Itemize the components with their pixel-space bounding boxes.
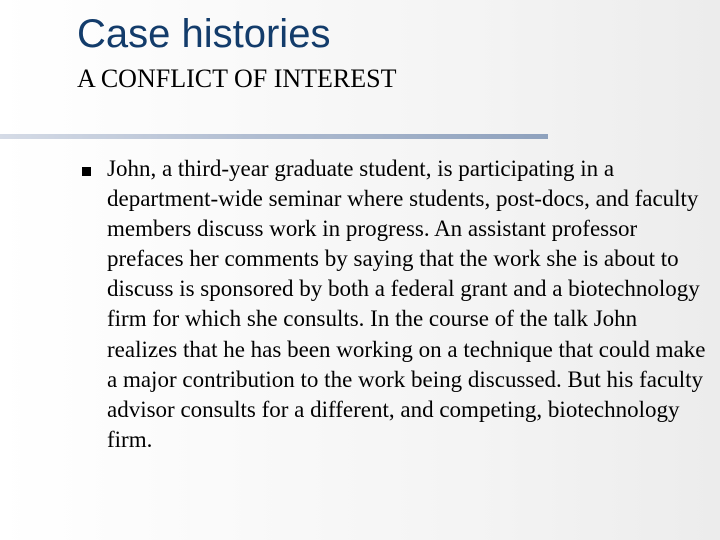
slide-title: Case histories [77, 12, 331, 56]
slide-subtitle: A CONFLICT OF INTEREST [77, 64, 397, 93]
square-bullet-icon [82, 167, 91, 176]
bullet-text: John, a third-year graduate student, is participating in a department-wide seminar where students, post-docs, and faculty members discuss work in progress. An assistant professor prefaces her comments by saying that the work she is about to discuss is sponsored by both a federal grant and a biotechnology firm for which she consults. In the course of the talk John realizes that he has been working on a technique that could make a major contribution to the work being discussed. But his faculty advisor consults for a different, and competing, biotechnology firm. [107, 156, 706, 452]
title-divider [0, 134, 548, 139]
bullet-item [82, 154, 707, 455]
